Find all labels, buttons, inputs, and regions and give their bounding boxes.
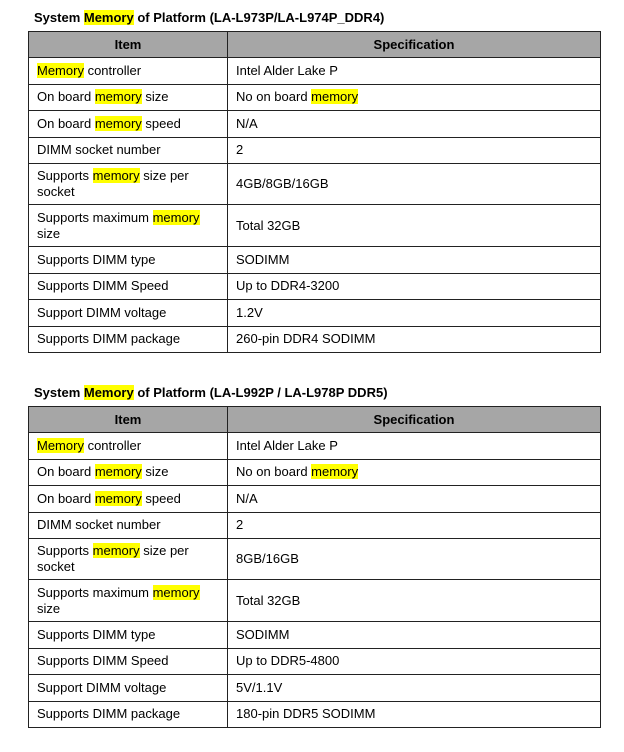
item-cell (29, 675, 228, 702)
item-cell (29, 512, 228, 539)
cell-text: Supports DIMM package (37, 331, 181, 347)
specification-cell (228, 247, 601, 274)
specification-cell (228, 111, 601, 138)
cell-text: On board (37, 89, 95, 105)
item-cell (29, 622, 228, 649)
item-cell (29, 300, 228, 327)
highlighted-term: memory (94, 89, 142, 105)
cell-text: No on board (236, 464, 312, 480)
cell-text: size (37, 600, 61, 616)
item-cell (29, 58, 228, 85)
memory-spec-table (28, 31, 601, 353)
specification-cell (228, 326, 601, 353)
highlighted-term: memory (94, 490, 142, 506)
item-cell (29, 247, 228, 274)
specification-cell (228, 459, 601, 486)
cell-text: On board (37, 464, 95, 480)
specification-cell (228, 205, 601, 247)
highlighted-term: memory (92, 543, 140, 558)
cell-text: SODIMM (236, 251, 290, 267)
item-cell (29, 459, 228, 486)
memory-spec-table (28, 406, 601, 728)
cell-text: SODIMM (236, 626, 290, 642)
table-row (29, 137, 601, 164)
cell-text: 1.2V (236, 304, 263, 320)
item-cell (29, 648, 228, 675)
cell-text: DIMM socket number (37, 142, 161, 158)
cell-text: 260-pin DDR4 SODIMM (236, 331, 376, 347)
cell-text: 5V/1.1V (236, 679, 283, 695)
cell-text: size (37, 225, 61, 241)
highlighted-term: memory (311, 464, 359, 480)
cell-text: 2 (236, 142, 244, 158)
specification-cell (228, 300, 601, 327)
cell-text: No on board (236, 89, 312, 105)
cell-text: 180-pin DDR5 SODIMM (236, 706, 376, 722)
specification-cell (228, 486, 601, 513)
highlighted-term: memory (94, 115, 142, 131)
cell-text: size (141, 89, 169, 105)
specification-cell (228, 137, 601, 164)
item-cell (29, 539, 228, 580)
title-suffix: of Platform (LA-L973P/LA-L974P_DDR4) (133, 10, 385, 25)
specification-cell (228, 58, 601, 85)
specification-cell (228, 512, 601, 539)
cell-text: DIMM socket number (37, 517, 161, 533)
cell-text: On board (37, 490, 95, 506)
cell-text: Supports DIMM type (37, 251, 156, 267)
table-row (29, 580, 601, 622)
column-header-item: Item (29, 407, 228, 433)
table-row (29, 247, 601, 274)
table-row (29, 539, 601, 580)
item-cell (29, 205, 228, 247)
item-cell (29, 701, 228, 728)
specification-cell (228, 433, 601, 460)
table-row (29, 300, 601, 327)
cell-text: Up to DDR5-4800 (236, 653, 340, 669)
cell-text: On board (37, 115, 95, 131)
item-cell (29, 433, 228, 460)
section-title (34, 385, 388, 401)
table-row (29, 326, 601, 353)
item-cell (29, 486, 228, 513)
specification-cell (228, 164, 601, 205)
table-row (29, 459, 601, 486)
cell-text: Supports DIMM type (37, 626, 156, 642)
table-header-row (29, 407, 601, 433)
cell-text: controller (83, 437, 142, 453)
cell-text: Supports (37, 168, 93, 183)
cell-text: speed (141, 115, 181, 131)
cell-text: Supports DIMM Speed (37, 653, 169, 669)
cell-text: speed (141, 490, 181, 506)
cell-text: 2 (236, 517, 244, 533)
column-header-specification: Specification (228, 32, 601, 58)
highlighted-term: memory (311, 89, 359, 105)
title-prefix: System (34, 10, 84, 25)
specification-cell (228, 580, 601, 622)
cell-text: Supports maximum (37, 584, 153, 600)
item-cell (29, 326, 228, 353)
item-cell (29, 580, 228, 622)
table-row (29, 84, 601, 111)
table-row (29, 622, 601, 649)
highlighted-term: memory (152, 584, 200, 600)
specification-cell (228, 675, 601, 702)
specification-cell (228, 539, 601, 580)
table-row (29, 111, 601, 138)
highlighted-term: memory (92, 168, 140, 183)
specification-cell (228, 622, 601, 649)
table-row (29, 164, 601, 205)
item-cell (29, 111, 228, 138)
table-body (29, 58, 601, 353)
item-cell (29, 164, 228, 205)
table-body (29, 433, 601, 728)
cell-text: 8GB/16GB (236, 551, 299, 566)
table-row (29, 701, 601, 728)
cell-text: N/A (236, 490, 258, 506)
cell-text: Up to DDR4-3200 (236, 278, 340, 294)
section-title (34, 10, 384, 26)
highlighted-term: Memory (37, 437, 84, 453)
cell-text: Supports maximum (37, 209, 153, 225)
specification-cell (228, 84, 601, 111)
table-row (29, 486, 601, 513)
column-header-specification: Specification (228, 407, 601, 433)
cell-text: Supports (37, 543, 93, 558)
table-row (29, 648, 601, 675)
item-cell (29, 273, 228, 300)
table-row (29, 675, 601, 702)
highlighted-term: memory (152, 209, 200, 225)
cell-text: 4GB/8GB/16GB (236, 176, 329, 191)
column-header-item: Item (29, 32, 228, 58)
cell-text: Intel Alder Lake P (236, 62, 338, 78)
cell-text: Support DIMM voltage (37, 679, 167, 695)
cell-text: Supports DIMM package (37, 706, 181, 722)
cell-text: Total 32GB (236, 592, 301, 608)
cell-text: size (141, 464, 169, 480)
cell-text: Supports DIMM Speed (37, 278, 169, 294)
cell-text: Support DIMM voltage (37, 304, 167, 320)
table-header-row (29, 32, 601, 58)
cell-text: controller (83, 62, 142, 78)
title-highlight: Memory (83, 10, 134, 25)
specification-cell (228, 648, 601, 675)
cell-text: size per socket (37, 543, 189, 574)
table-row (29, 273, 601, 300)
title-suffix: of Platform (LA-L992P / LA-L978P DDR5) (133, 385, 388, 400)
highlighted-term: Memory (37, 62, 84, 78)
table-row (29, 205, 601, 247)
table-row (29, 512, 601, 539)
title-prefix: System (34, 385, 84, 400)
cell-text: Total 32GB (236, 217, 301, 233)
title-highlight: Memory (83, 385, 134, 400)
highlighted-term: memory (94, 464, 142, 480)
specification-cell (228, 273, 601, 300)
cell-text: Intel Alder Lake P (236, 437, 338, 453)
item-cell (29, 84, 228, 111)
table-row (29, 58, 601, 85)
item-cell (29, 137, 228, 164)
table-row (29, 433, 601, 460)
specification-cell (228, 701, 601, 728)
cell-text: N/A (236, 115, 258, 131)
cell-text: size per socket (37, 168, 189, 199)
